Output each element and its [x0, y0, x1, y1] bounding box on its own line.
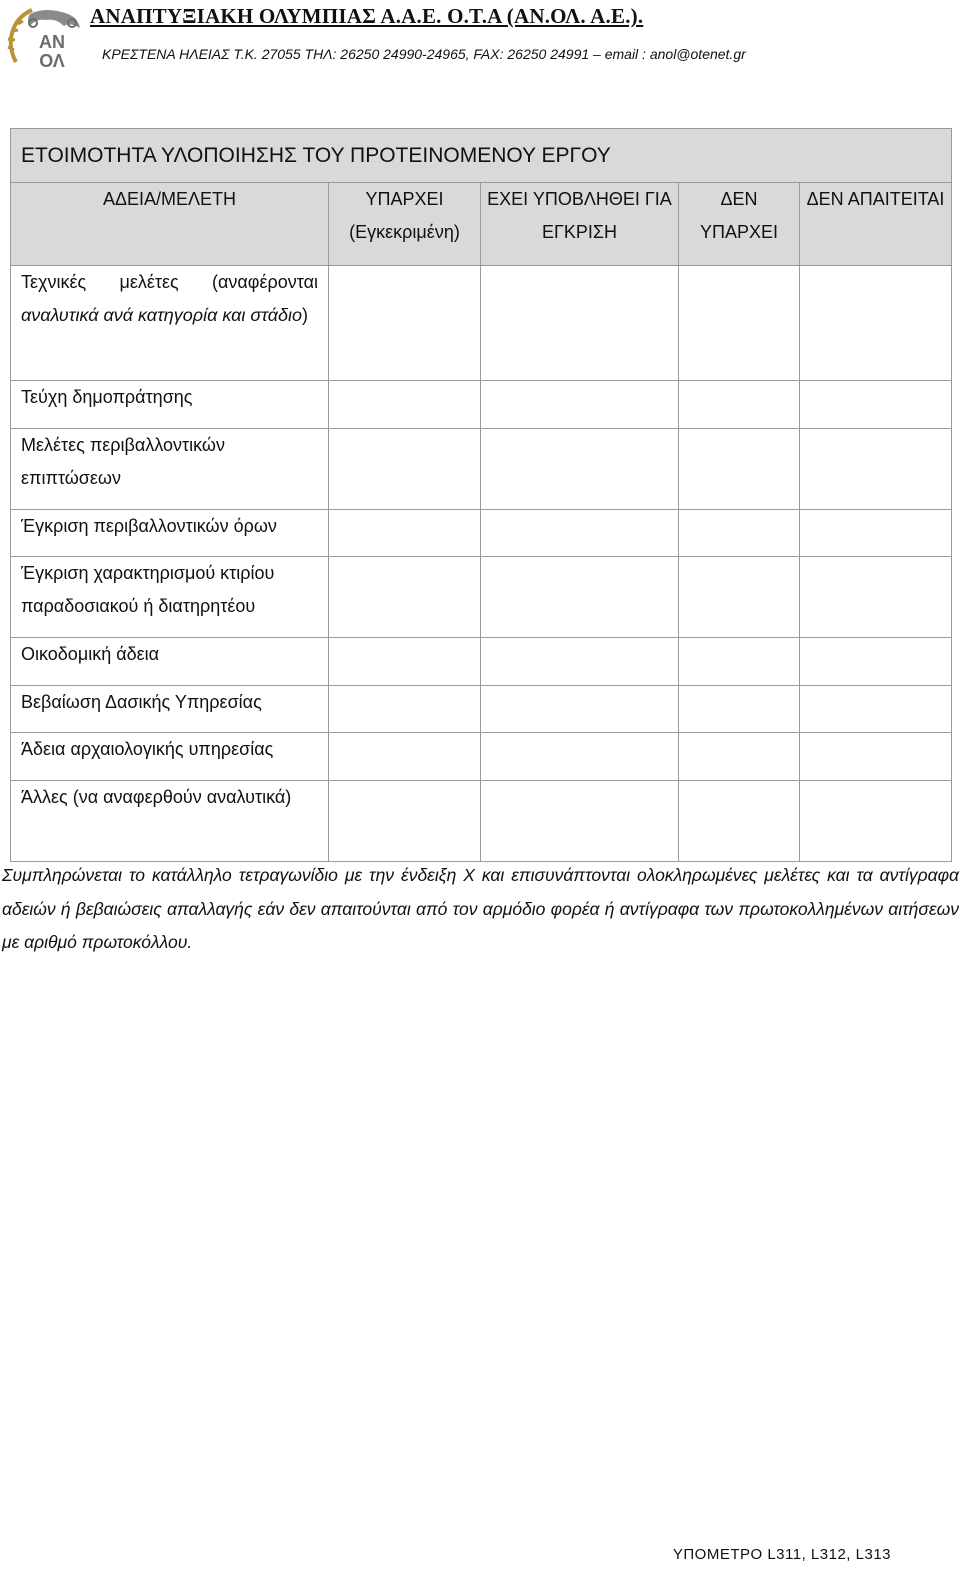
cell-submitted[interactable] [481, 381, 679, 429]
organization-title: ΑΝΑΠΤΥΞΙΑΚΗ ΟΛΥΜΠΙΑΣ Α.Α.Ε. Ο.Τ.Α (ΑΝ.ΟΛ. Α.Ε.). [90, 4, 644, 28]
cell-not-exists[interactable] [679, 686, 800, 733]
column-header-submitted: ΕΧΕΙ ΥΠΟΒΛΗΘΕΙ ΓΙΑ ΕΓΚΡΙΣΗ [481, 183, 679, 266]
row-label: Τεύχη δημοπράτησης [11, 381, 329, 429]
cell-not-exists[interactable] [679, 266, 800, 381]
document-header [0, 0, 960, 80]
cell-not-exists[interactable] [679, 781, 800, 862]
row-label: Άλλες (να αναφερθούν αναλυτικά) [11, 781, 329, 862]
row-label: Οικοδομική άδεια [11, 638, 329, 686]
column-header-permit: ΑΔΕΙΑ/ΜΕΛΕΤΗ [11, 183, 329, 266]
cell-not-exists[interactable] [679, 557, 800, 638]
readiness-table [10, 128, 952, 862]
table-row [11, 510, 952, 557]
cell-submitted[interactable] [481, 557, 679, 638]
table-row [11, 557, 952, 638]
cell-submitted[interactable] [481, 733, 679, 781]
row-label-end: ) [302, 305, 309, 325]
table-row [11, 733, 952, 781]
row-label: Έγκριση περιβαλλοντικών όρων [11, 510, 329, 557]
instructions-note: Συμπληρώνεται το κατάλληλο τετραγωνίδιο με την ένδειξη Χ και επισυνάπτονται ολοκληρωμένες μελέτες και τα αντίγραφα αδειών ή βεβαιώσεις απαλλαγής εάν δεν απαιτούνται από τον αρμόδιο φορέα ή αντίγραφα των πρωτοκολλημένων αιτήσεων με αριθμό πρωτοκόλλου. [2, 865, 959, 952]
table-title: ΕΤΟΙΜΟΤΗΤΑ ΥΛΟΠΟΙΗΣΗΣ ΤΟΥ ΠΡΟΤΕΙΝΟΜΕΝΟΥ ΕΡΓΟΥ [11, 129, 952, 183]
cell-not-exists[interactable] [679, 510, 800, 557]
cell-not-required[interactable] [800, 733, 952, 781]
row-label: Μελέτες περιβαλλοντικών επιπτώσεων [11, 429, 329, 510]
logo-text-top: ΑΝ [39, 32, 65, 52]
table-row [11, 381, 952, 429]
cell-not-exists[interactable] [679, 638, 800, 686]
cell-not-required[interactable] [800, 781, 952, 862]
cell-not-exists[interactable] [679, 429, 800, 510]
cell-exists[interactable] [329, 733, 481, 781]
cell-not-required[interactable] [800, 686, 952, 733]
column-header-not-required: ΔΕΝ ΑΠΑΙΤΕΙΤΑΙ [800, 183, 952, 266]
footer-measure-code: ΥΠΟΜΕΤΡΟ L311, L312, L313 [672, 1546, 891, 1563]
cell-exists[interactable] [329, 381, 481, 429]
cell-not-required[interactable] [800, 557, 952, 638]
cell-not-required[interactable] [800, 510, 952, 557]
cell-exists[interactable] [329, 638, 481, 686]
cell-submitted[interactable] [481, 638, 679, 686]
cell-exists[interactable] [329, 686, 481, 733]
column-header-exists: ΥΠΑΡΧΕΙ (Εγκεκριμένη) [329, 183, 481, 266]
cell-submitted[interactable] [481, 510, 679, 557]
table-row [11, 781, 952, 862]
cell-exists[interactable] [329, 429, 481, 510]
cell-not-required[interactable] [800, 266, 952, 381]
cell-not-required[interactable] [800, 638, 952, 686]
logo-text-bottom: ΟΛ [39, 51, 65, 71]
cell-submitted[interactable] [481, 266, 679, 381]
organization-contact: ΚΡΕΣΤΕΝΑ ΗΛΕΙΑΣ Τ.Κ. 27055 ΤΗΛ: 26250 24990-24965, FAX: 26250 24991 – email : anol@otenet.gr [102, 46, 746, 62]
anol-logo [6, 4, 84, 72]
cell-submitted[interactable] [481, 429, 679, 510]
cell-not-exists[interactable] [679, 381, 800, 429]
row-label: Άδεια αρχαιολογικής υπηρεσίας [11, 733, 329, 781]
cell-not-required[interactable] [800, 429, 952, 510]
cell-submitted[interactable] [481, 781, 679, 862]
row-label: Έγκριση χαρακτηρισμού κτιρίου παραδοσιακού ή διατηρητέου [11, 557, 329, 638]
cell-not-exists[interactable] [679, 733, 800, 781]
table-row [11, 686, 952, 733]
cell-submitted[interactable] [481, 686, 679, 733]
cell-exists[interactable] [329, 510, 481, 557]
row-label: Βεβαίωση Δασικής Υπηρεσίας [11, 686, 329, 733]
column-header-not-exists: ΔΕΝ ΥΠΑΡΧΕΙ [679, 183, 800, 266]
cell-exists[interactable] [329, 266, 481, 381]
table-row [11, 638, 952, 686]
row-label-text: Τεχνικές μελέτες (αναφέρονται [21, 272, 318, 292]
table-row [11, 266, 952, 381]
table-row [11, 429, 952, 510]
cell-not-required[interactable] [800, 381, 952, 429]
row-label-italic: αναλυτικά ανά κατηγορία και στάδιο [21, 305, 303, 325]
row-label [11, 266, 329, 381]
cell-exists[interactable] [329, 557, 481, 638]
cell-exists[interactable] [329, 781, 481, 862]
